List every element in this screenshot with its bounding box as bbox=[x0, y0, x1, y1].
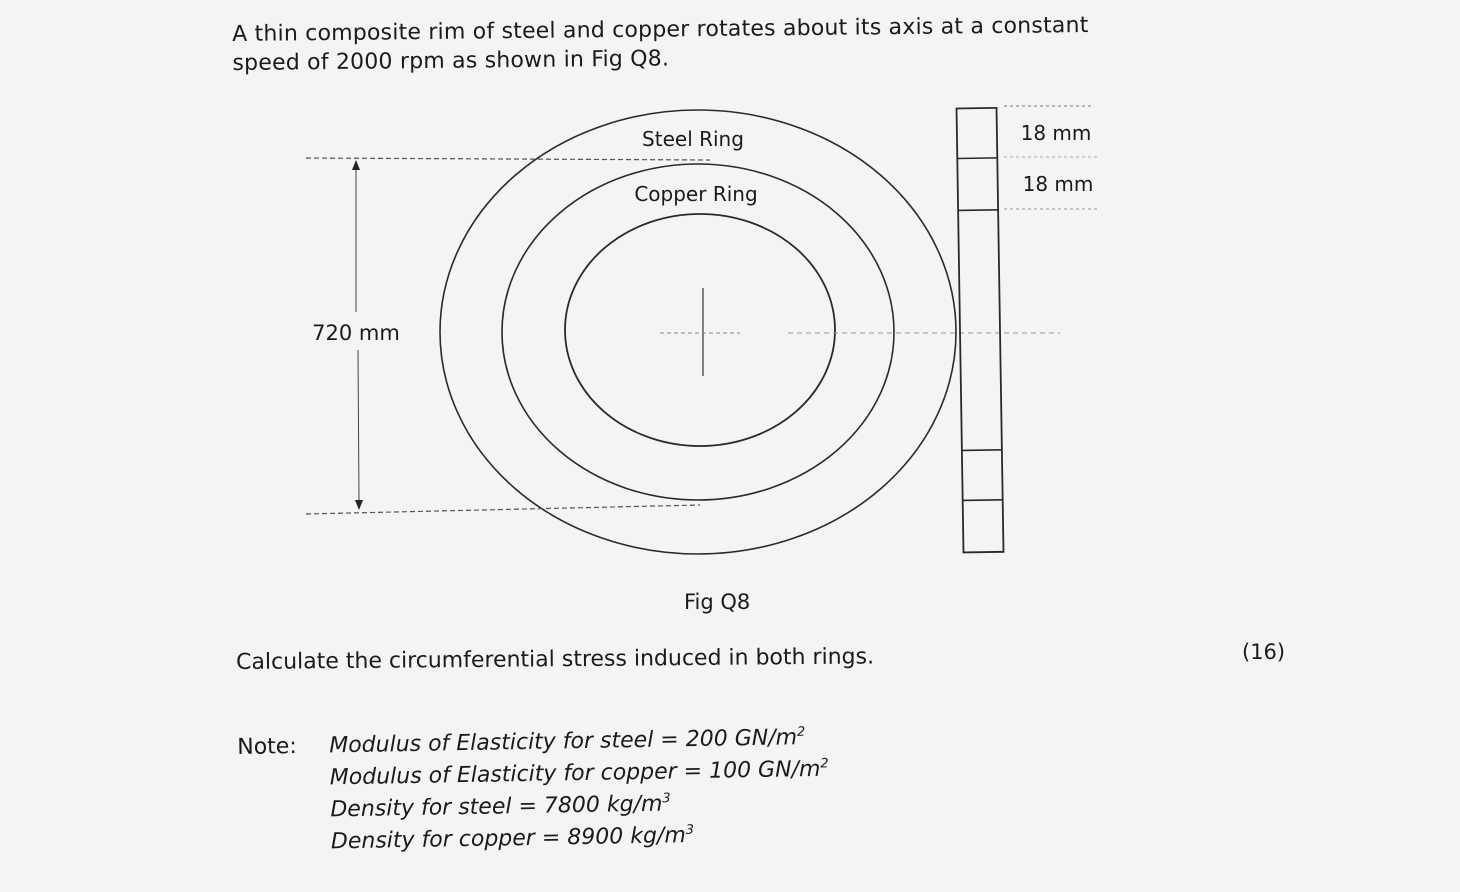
note-lines bbox=[329, 722, 830, 859]
top-extension-line bbox=[306, 158, 710, 160]
copper-ring-label: Copper Ring bbox=[634, 182, 758, 206]
arrowhead-down bbox=[355, 500, 363, 510]
note-line-steel-modulus: Modulus of Elasticity for steel = 200 $GN/m^2$ bbox=[329, 724, 806, 759]
copper-ring-inner bbox=[565, 214, 835, 446]
steel-ring-outer bbox=[440, 110, 956, 554]
section-top-divider bbox=[957, 158, 997, 159]
problem-line-1: A thin composite rim of steel and copper rotates about its axis at a constant bbox=[232, 13, 1089, 47]
note-line-steel-density: Density for steel = 7800 $kg/m^3$ bbox=[330, 791, 671, 823]
arrowhead-up bbox=[352, 160, 360, 170]
marks-badge: (16) bbox=[1242, 640, 1286, 664]
question-text: Calculate the circumferential stress induced in both rings. bbox=[236, 644, 875, 675]
steel-thickness-label: 18 mm bbox=[1020, 121, 1092, 145]
note-line-copper-modulus: Modulus of Elasticity for copper = 100 $GN/m^2$ bbox=[329, 756, 829, 791]
section-outline bbox=[957, 108, 1004, 553]
figure-caption: Fig Q8 bbox=[684, 590, 751, 614]
steel-ring-label: Steel Ring bbox=[642, 127, 744, 151]
copper-thickness-label: 18 mm bbox=[1022, 172, 1094, 196]
side-section-view bbox=[957, 108, 1004, 553]
problem-line-2: speed of 2000 rpm as shown in Fig Q8. bbox=[232, 46, 670, 76]
note-line-copper-density: Density for copper = 8900 $kg/m^3$ bbox=[330, 822, 695, 855]
diameter-label: 720 mm bbox=[312, 321, 400, 345]
note-label: Note: bbox=[237, 733, 297, 760]
section-bottom-divider-2 bbox=[963, 500, 1003, 501]
diameter-dimension-line-bottom bbox=[358, 350, 359, 502]
section-top-divider-2 bbox=[958, 210, 998, 211]
bottom-extension-line bbox=[306, 505, 700, 514]
section-bottom-divider bbox=[962, 450, 1002, 451]
